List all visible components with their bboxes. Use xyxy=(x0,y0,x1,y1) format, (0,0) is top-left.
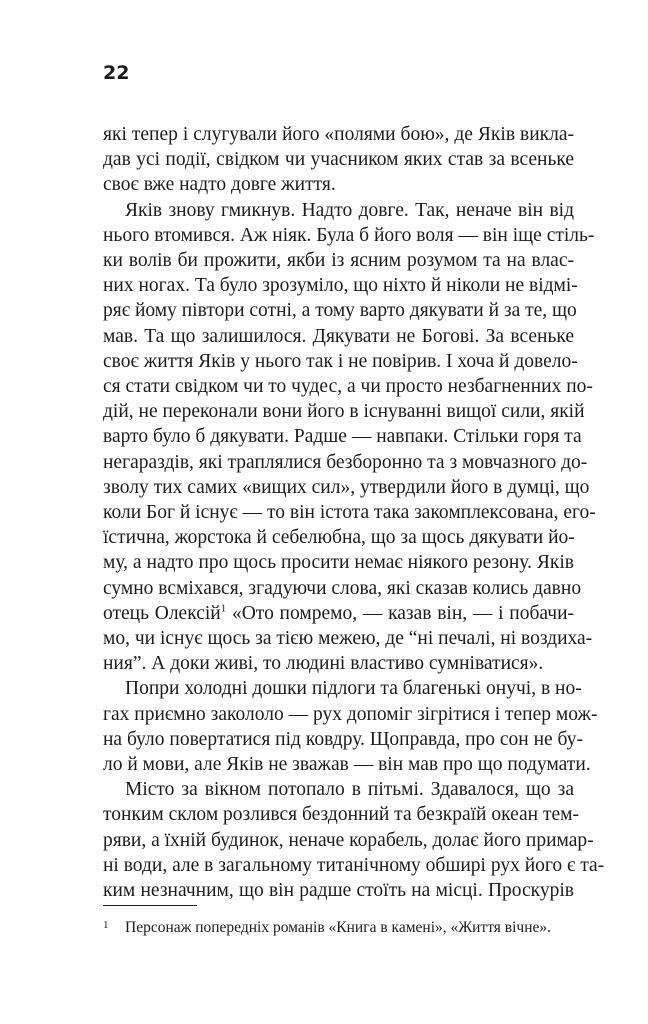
text-line: сумно всміхався, згадуючи слова, які сказав колись давно xyxy=(103,578,582,599)
text-line: Попри холодні дошки підлоги та благенькі онучі, в но- xyxy=(125,678,582,699)
footnote xyxy=(103,918,574,938)
text-line: гах приємно закололо — рух допоміг зігрітися і тепер мож- xyxy=(103,704,598,725)
text-line: своє життя Яків у нього так і не повірив. І хоча й довело- xyxy=(103,351,578,372)
text-line-with-footnote xyxy=(103,600,574,627)
quote-text: «Ото помремо, — казав він, — і побачи- xyxy=(231,603,575,624)
text-line: ні води, але в загальному титанічному обширі рух його є та- xyxy=(103,855,605,876)
text-line: ния”. А доки живі, то людині властиво сумніватися». xyxy=(103,653,544,674)
footnote-number: 1 xyxy=(103,919,109,931)
text-line: своє вже надто довге життя. xyxy=(103,174,336,195)
text-line: ся стати свідком чи то чудес, а чи просто незбагненних по- xyxy=(103,376,593,397)
text-line: них ногах. Та було зрозуміло, що ніхто й ніколи не відмі- xyxy=(103,275,578,296)
text-line: ло й мови, але Яків не зважав — він мав про що подумати. xyxy=(103,754,591,775)
page-number: 22 xyxy=(103,62,130,84)
text-line: ряви, а їхній будинок, неначе корабель, долає його примар- xyxy=(103,830,594,851)
text-line: які тепер і слугували його «полями бою», де Яків виклa- xyxy=(103,124,574,145)
character-name: отець Олексій xyxy=(103,603,221,624)
text-line: коли Бог й існує — то він істота така закомплексована, его- xyxy=(103,502,596,523)
text-line: варто було б дякувати. Радше — навпаки. Стільки горя та xyxy=(103,426,582,447)
footnote-text: Персонаж попередніх романів «Книга в камені», «Життя вічне». xyxy=(125,919,552,936)
text-line: нього втомився. Аж ніяк. Була б його воля — він іще стіль- xyxy=(103,225,595,246)
text-line: їстична, жорстока й себелюбна, що за щось дякувати йо- xyxy=(103,527,575,548)
text-line: негараздів, які траплялися безборонно та з мовчазного до- xyxy=(103,452,588,473)
text-line: ки волів би прожити, якби із ясним розумом та на влас- xyxy=(103,250,574,271)
text-line: Місто за вікном потопало в пітьмі. Здавалося, що за xyxy=(125,779,574,800)
text-line: дій, не переконали вони його в існуванні вищої сили, якій xyxy=(103,401,585,422)
text-line: на було повертатися під ковдру. Щоправда, про сон не бу- xyxy=(103,729,583,750)
text-line: ким незначним, що він радше стоїть на місці. Проскурів xyxy=(103,880,574,901)
text-line: зволу тих самих «вищих сил», утвердили його в думці, що xyxy=(103,477,590,498)
footnote-divider xyxy=(103,905,197,906)
footnote-reference[interactable]: 1 xyxy=(220,602,227,615)
text-line: тонким склом розлився бездонний та безкраїй океан тем- xyxy=(103,804,579,825)
text-line: дав усі події, свідком чи учасником яких став за всеньке xyxy=(103,149,574,170)
text-line: му, а надто про щось просити немає ніякого резону. Яків xyxy=(103,552,574,573)
text-line: ряє йому півтори сотні, а тому варто дякувати й за те, що xyxy=(103,300,577,321)
text-line: Яків знову гмикнув. Надто довге. Так, неначе він від xyxy=(125,200,574,221)
text-line: мав. Та що залишилося. Дякувати не Богові. За всеньке xyxy=(103,326,574,347)
text-line: мо, чи існує щось за тією межею, де “ні печалі, ні воздиха- xyxy=(103,628,593,649)
